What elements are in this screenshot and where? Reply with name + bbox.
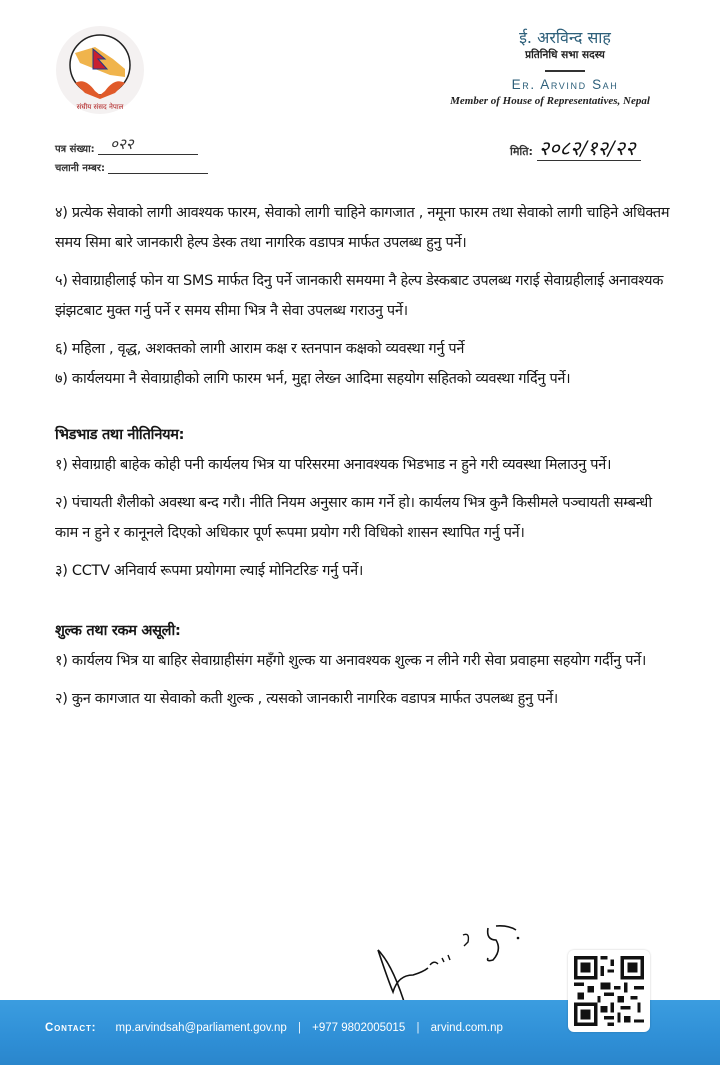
header-divider: [545, 70, 585, 72]
contact-website[interactable]: arvind.com.np: [430, 1022, 503, 1034]
letter-number-field: [55, 135, 198, 155]
qr-code-icon: [574, 956, 644, 1026]
title-english: Member of House of Representatives, Nepal: [450, 95, 650, 107]
contact-line: [45, 1022, 503, 1034]
contact-phone[interactable]: +977 9802005015: [312, 1022, 406, 1034]
separator: |: [297, 1022, 301, 1034]
date-field: [510, 134, 641, 161]
letter-number-value: ०२२: [110, 135, 134, 153]
qr-code[interactable]: [568, 950, 650, 1032]
contact-label: Contact:: [45, 1022, 97, 1034]
list-item: ३) CCTV अनिवार्य रूपमा प्रयोगमा ल्याई मोनिटरिङ गर्नु पर्ने।: [55, 563, 364, 579]
section-heading-crowd: भिडभाड तथा नीतिनियम:: [55, 427, 185, 443]
section-heading-fees: शुल्क तथा रकम असूली:: [55, 623, 181, 639]
list-item: २) पंचायती शैलीको अवस्था बन्द गरौ। नीति नियम अनुसार काम गर्ने हो। कार्यलय भित्र कुनै किसीमले पञ्चायती सम्बन्धी काम न हुने र कानूनले दिएको अधिकार पूर्ण रूपमा प्रयोग गरी विधिको शासन स्थापित गर्नु पर्ने।: [55, 495, 652, 541]
list-item: १) कार्यलय भित्र या बाहिर सेवाग्राहीसंग महँगो शुल्क या अनावश्यक शुल्क न लीने गरी सेवा प्रवाहमा सहयोग गर्दीनु पर्ने।: [55, 653, 647, 669]
name-nepali: ई. अरविन्द साह: [519, 28, 611, 47]
title-nepali: प्रतिनिधि सभा सदस्य: [525, 49, 605, 61]
contact-email[interactable]: mp.arvindsah@parliament.gov.np: [115, 1022, 287, 1034]
parliament-logo: [55, 25, 145, 115]
dispatch-number-value: [108, 161, 208, 174]
list-item: ४) प्रत्येक सेवाको लागी आवश्यक फारम, सेवाको लागी चाहिने कागजात , नमूना फारम तथा सेवाको लागी चाहिने अधिक्तम समय सिमा बारे जानकारी हेल्प डेस्क तथा नागरिक वडापत्र मार्फत उपलब्ध हुनु पर्ने।: [55, 205, 670, 251]
dispatch-number-field: [55, 160, 208, 174]
letterhead-right: [360, 20, 720, 120]
letter-number-label: पत्र संख्या:: [55, 144, 95, 155]
list-item: ७) कार्यलयमा नै सेवाग्राहीको लागि फारम भर्न, मुद्दा लेख्न आदिमा सहयोग सहितको व्यवस्था गर्दिनु पर्ने।: [55, 371, 571, 387]
list-item: १) सेवाग्राही बाहेक कोही पनी कार्यलय भित्र या परिसरमा अनावश्यक भिडभाड न हुने गरी व्यवस्था मिलाउनु पर्ने।: [55, 457, 612, 473]
list-item: २) कुन कागजात या सेवाको कती शुल्क , त्यसको जानकारी नागरिक वडापत्र मार्फत उपलब्ध हुनु पर्ने।: [55, 691, 558, 707]
list-item: ६) महिला , वृद्ध, अशक्तको लागी आराम कक्ष र स्तनपान कक्षको व्यवस्था गर्नु पर्ने: [55, 341, 465, 357]
logo-caption: संघीय संसद नेपाल: [76, 103, 124, 111]
date-label: मिति:: [510, 145, 533, 158]
dispatch-number-label: चलानी नम्बर:: [55, 163, 105, 174]
signature: [368, 920, 538, 1010]
letter-body: [55, 198, 675, 722]
name-english: Er. Arvind Sah: [511, 77, 619, 92]
list-item: ५) सेवाग्राहीलाई फोन या SMS मार्फत दिनु पर्ने जानकारी समयमा नै हेल्प डेस्कबाट उपलब्ध गराई सेवाग्रहीलाई अनावश्यक झंझटबाट मुक्त गर्नु पर्ने र समय सीमा भित्र नै सेवा उपलब्ध गराउनु पर्ने।: [55, 273, 664, 319]
date-value: २०८२/१२/२२: [537, 136, 642, 161]
separator: |: [416, 1022, 420, 1034]
